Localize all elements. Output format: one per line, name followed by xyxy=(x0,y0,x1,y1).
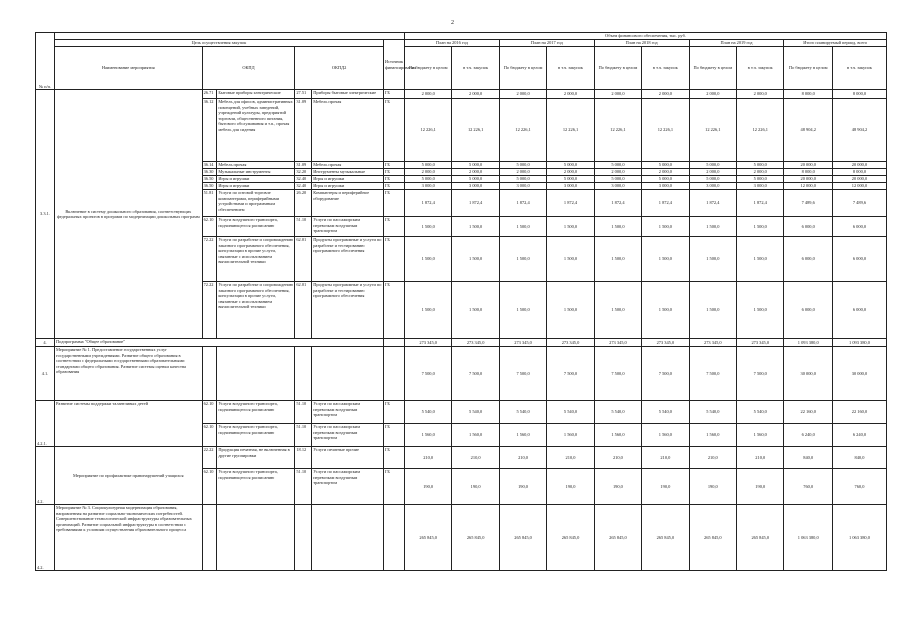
value-cell: 1 500,0 xyxy=(689,282,736,339)
value-cell: 2 000,0 xyxy=(689,90,736,99)
okpd-code: 72.22 xyxy=(202,282,217,339)
okpd-name: Мебель прочая xyxy=(217,162,295,169)
value-cell: 1 500,0 xyxy=(499,217,546,237)
value-cell: 6 240,0 xyxy=(784,424,833,447)
value-cell: 2 000,0 xyxy=(594,90,641,99)
value-cell: 265 845,0 xyxy=(642,505,689,571)
value-cell: 3 000,0 xyxy=(452,183,499,190)
header-period-total: Итого планируемый период, всего xyxy=(784,40,887,47)
empty-cell xyxy=(295,505,312,571)
value-cell: 30 000,0 xyxy=(784,347,833,401)
row-number: 4.2. xyxy=(36,447,55,505)
okpd2-code: 31.09 xyxy=(295,99,312,162)
value-cell: 6 000,0 xyxy=(784,237,833,282)
value-cell: 1 560,0 xyxy=(499,424,546,447)
value-cell: 20 000,0 xyxy=(784,162,833,169)
value-cell: 5 000,0 xyxy=(642,162,689,169)
okpd-name: Продукция печатная, не включенная в другие группировки xyxy=(217,447,295,469)
source-cell: ГБ xyxy=(383,169,404,176)
value-cell: 2 000,0 xyxy=(642,90,689,99)
group-3-3-1 xyxy=(36,90,887,339)
okpd-name: Услуги воздушного транспорта, подчиняющегося расписанию xyxy=(217,217,295,237)
value-cell: 190,0 xyxy=(642,469,689,505)
value-cell: 1 500,0 xyxy=(404,282,451,339)
value-cell: 6 000,0 xyxy=(832,282,886,339)
source-cell: ГБ xyxy=(383,183,404,190)
value-cell: 1 500,0 xyxy=(737,237,784,282)
value-cell: 2 000,0 xyxy=(642,169,689,176)
table-row xyxy=(36,339,887,347)
value-cell: 5 000,0 xyxy=(499,176,546,183)
value-cell: 12 226,1 xyxy=(547,99,594,162)
value-cell: 12 226,1 xyxy=(594,99,641,162)
okpd2-name: Мебель прочая xyxy=(312,162,384,169)
value-cell: 22 160,0 xyxy=(832,401,886,424)
value-cell: 1 500,0 xyxy=(452,282,499,339)
okpd-code: 36.14 xyxy=(202,162,217,169)
okpd2-code: 32.40 xyxy=(295,183,312,190)
header-period-2019: План на 2019 год xyxy=(689,40,784,47)
value-cell: 8 000,0 xyxy=(784,90,833,99)
value-cell: 30 000,0 xyxy=(832,347,886,401)
header-row-sub: Наименование мероприятия ОКПД ОКПД2 По бюджету в целом в т.ч. закупок По бюджету в целом в т.ч. закупок По бюджету в целом в т.ч. закупок По бюджету в целом в т.ч. закупок По бюджету в целом в т.ч. закупок xyxy=(36,47,887,90)
value-cell: 12 000,0 xyxy=(832,183,886,190)
source-cell: ГБ xyxy=(383,447,404,469)
value-cell: 7 500,0 xyxy=(689,347,736,401)
okpd-name: Услуги по разработке и сопровождению заказного программного обеспечения, консультации в прочие услуги, связанные с использованием вычислительной техники xyxy=(217,237,295,282)
value-cell: 2 000,0 xyxy=(452,169,499,176)
source-cell: ГБ xyxy=(383,176,404,183)
row-number: 4.1. xyxy=(36,347,55,401)
value-cell: 12 226,1 xyxy=(499,99,546,162)
okpd-code: 36.50 xyxy=(202,176,217,183)
value-cell: 1 872,4 xyxy=(452,190,499,217)
value-cell: 5 540,0 xyxy=(737,401,784,424)
okpd-name: Услуги воздушного транспорта, подчиняющегося расписанию xyxy=(217,469,295,505)
value-cell: 20 000,0 xyxy=(832,176,886,183)
value-cell: 5 000,0 xyxy=(547,176,594,183)
value-cell: 2 000,0 xyxy=(499,169,546,176)
value-cell: 12 226,1 xyxy=(689,99,736,162)
value-cell: 5 000,0 xyxy=(499,162,546,169)
value-cell: 7 500,0 xyxy=(452,347,499,401)
value-cell: 1 500,0 xyxy=(547,217,594,237)
okpd2-name: Услуги печатные прочие xyxy=(312,447,384,469)
table-row xyxy=(36,447,887,469)
value-cell: 12 226,1 xyxy=(737,99,784,162)
value-cell: 20 000,0 xyxy=(784,176,833,183)
value-cell: 3 000,0 xyxy=(404,183,451,190)
value-cell: 190,0 xyxy=(499,469,546,505)
value-cell: 1 500,0 xyxy=(404,237,451,282)
value-cell: 5 540,0 xyxy=(642,401,689,424)
okpd2-name: Приборы бытовые электрические xyxy=(312,90,384,99)
value-cell: 210,0 xyxy=(689,447,736,469)
value-cell: 5 000,0 xyxy=(689,176,736,183)
source-cell: ГБ xyxy=(383,401,404,424)
row-number: 3.3.1. xyxy=(36,90,55,339)
value-cell: 1 500,0 xyxy=(594,237,641,282)
okpd-code: 26.71 xyxy=(202,90,217,99)
okpd-name: Услуги воздушного транспорта, подчиняющегося расписанию xyxy=(217,401,295,424)
okpd-code: 62.10 xyxy=(202,217,217,237)
table-row xyxy=(36,505,887,571)
source-cell: ГБ xyxy=(383,282,404,339)
header-name: Наименование мероприятия xyxy=(54,47,202,90)
value-cell: 7 500,0 xyxy=(642,347,689,401)
source-cell: ГБ xyxy=(383,190,404,217)
row-number: 4.2.1. xyxy=(36,401,55,447)
source-cell: ГБ xyxy=(383,217,404,237)
okpd2-name: Игры и игрушки xyxy=(312,176,384,183)
value-cell: 1 500,0 xyxy=(594,282,641,339)
okpd-code: 62.10 xyxy=(202,424,217,447)
okpd2-code: 32.40 xyxy=(295,176,312,183)
value-cell: 1 560,0 xyxy=(547,424,594,447)
measure-name: Мероприятие № 1. Предоставление государственных услуг государственными учреждениями. Развитие общего образования в соответствии с федеральными государственными образовательными стандартами общего образования. Развитие системы оценки качества образования xyxy=(54,347,202,401)
header-period-2016: План на 2016 год xyxy=(404,40,499,47)
value-cell: 7 500,0 xyxy=(499,347,546,401)
value-cell: 1 500,0 xyxy=(547,237,594,282)
okpd2-name: Услуги по пассажирским перевозкам воздушным транспортом xyxy=(312,424,384,447)
okpd-name: Бытовые приборы электрические xyxy=(217,90,295,99)
source-cell: ГБ xyxy=(383,469,404,505)
value-cell: 1 872,4 xyxy=(642,190,689,217)
value-cell: 5 000,0 xyxy=(737,176,784,183)
value-cell: 5 540,0 xyxy=(404,401,451,424)
value-cell: 2 000,0 xyxy=(404,90,451,99)
value-cell: 7 500,0 xyxy=(547,347,594,401)
okpd2-name: Услуги по пассажирским перевозкам воздушным транспортом xyxy=(312,217,384,237)
value-cell: 1 500,0 xyxy=(594,217,641,237)
value-cell: 265 845,0 xyxy=(737,505,784,571)
value-cell: 7 500,0 xyxy=(404,347,451,401)
value-cell: 273 345,0 xyxy=(547,339,594,347)
page-number: 2 xyxy=(451,20,454,26)
value-cell: 1 500,0 xyxy=(547,282,594,339)
value-cell: 1 560,0 xyxy=(642,424,689,447)
measure-name: Мероприятие № 3. Социокультурная модернизация образования, направленная на развитие социально-экономических потребностей. Совершенствование технологической инфраструктуры образовательных организаций. Развитие социальной инфраструктуры в соответствии с требованиями к условиям осуществления образовательного процесса xyxy=(54,505,202,571)
value-cell: 1 560,0 xyxy=(404,424,451,447)
value-cell: 1 500,0 xyxy=(499,237,546,282)
empty-cell xyxy=(217,505,295,571)
okpd-name: Мебель для офисов, административных помещений, учебных заведений, учреждений культуры, предприятий торговли, общественного питания, бытового обслуживания и т.п., прочая мебель для сидения xyxy=(217,99,295,162)
okpd2-code: 62.01 xyxy=(295,282,312,339)
header-source: Источник финансирования xyxy=(383,40,404,90)
okpd2-name: Услуги по пассажирским перевозкам воздушным транспортом xyxy=(312,401,384,424)
table-row xyxy=(36,347,887,401)
value-cell: 273 345,0 xyxy=(642,339,689,347)
value-cell: 7 500,0 xyxy=(594,347,641,401)
value-cell: 1 500,0 xyxy=(452,217,499,237)
value-cell: 1 500,0 xyxy=(499,282,546,339)
value-cell: 5 000,0 xyxy=(642,176,689,183)
value-cell: 265 845,0 xyxy=(452,505,499,571)
okpd2-code: 26.20 xyxy=(295,190,312,217)
empty-cell xyxy=(202,347,217,401)
value-cell: 6 000,0 xyxy=(832,237,886,282)
value-cell: 1 560,0 xyxy=(689,424,736,447)
okpd-code: 22.22 xyxy=(202,447,217,469)
value-cell: 265 845,0 xyxy=(404,505,451,571)
value-cell: 2 000,0 xyxy=(547,90,594,99)
value-cell: 2 000,0 xyxy=(499,90,546,99)
value-cell: 1 500,0 xyxy=(642,282,689,339)
value-cell: 5 000,0 xyxy=(737,162,784,169)
row-number: 4. xyxy=(36,339,55,347)
value-cell: 3 000,0 xyxy=(594,183,641,190)
value-cell: 12 226,1 xyxy=(642,99,689,162)
value-cell: 190,0 xyxy=(547,469,594,505)
value-cell: 1 872,4 xyxy=(499,190,546,217)
okpd-name: Игры и игрушки xyxy=(217,183,295,190)
procurement-plan-table xyxy=(35,32,887,571)
value-cell: 1 063 380,0 xyxy=(832,505,886,571)
value-cell: 190,0 xyxy=(404,469,451,505)
okpd2-code: 31.09 xyxy=(295,162,312,169)
okpd-name: Музыкальные инструменты xyxy=(217,169,295,176)
value-cell: 5 000,0 xyxy=(594,176,641,183)
measure-name: Включение в систему дошкольного образования, соответствующих федеральных проектов в программ по модернизации дошкольных программ xyxy=(54,90,202,339)
value-cell: 210,0 xyxy=(642,447,689,469)
value-cell: 2 000,0 xyxy=(404,169,451,176)
value-cell: 210,0 xyxy=(547,447,594,469)
value-cell: 22 160,0 xyxy=(784,401,833,424)
value-cell: 20 000,0 xyxy=(832,162,886,169)
value-cell: 273 345,0 xyxy=(452,339,499,347)
okpd2-code: 51.10 xyxy=(295,469,312,505)
empty-cell xyxy=(383,347,404,401)
value-cell: 5 000,0 xyxy=(594,162,641,169)
header-okpd2: ОКПД2 xyxy=(295,47,384,90)
okpd2-name: Инструменты музыкальные xyxy=(312,169,384,176)
header-period-2018: План на 2018 год xyxy=(594,40,689,47)
value-cell: 1 093 380,0 xyxy=(832,339,886,347)
value-cell: 1 872,4 xyxy=(547,190,594,217)
row-number: 4.2. xyxy=(36,505,55,571)
value-cell: 1 872,4 xyxy=(737,190,784,217)
value-cell: 265 845,0 xyxy=(499,505,546,571)
value-cell: 12 226,1 xyxy=(452,99,499,162)
value-cell: 12 000,0 xyxy=(784,183,833,190)
value-cell: 1 872,4 xyxy=(594,190,641,217)
okpd2-name: Продукты программные и услуги по разработке и тестированию программного обеспечения xyxy=(312,282,384,339)
okpd-code: 62.10 xyxy=(202,401,217,424)
source-cell: ГБ xyxy=(383,162,404,169)
okpd-code: 36.12 xyxy=(202,99,217,162)
value-cell: 760,0 xyxy=(832,469,886,505)
value-cell: 190,0 xyxy=(737,469,784,505)
value-cell: 1 093 380,0 xyxy=(784,339,833,347)
value-cell: 190,0 xyxy=(689,469,736,505)
value-cell: 48 904,2 xyxy=(832,99,886,162)
okpd2-code: 27.51 xyxy=(295,90,312,99)
okpd-name: Услуги по разработке и сопровождению заказного программного обеспечения, консультации в прочие услуги, связанные с использованием вычислительной техники xyxy=(217,282,295,339)
value-cell: 5 000,0 xyxy=(404,162,451,169)
value-cell: 2 000,0 xyxy=(547,169,594,176)
source-cell: ГБ xyxy=(383,90,404,99)
value-cell: 5 000,0 xyxy=(547,162,594,169)
value-cell: 6 000,0 xyxy=(832,217,886,237)
measure-name: Развитие системы поддержки талантливых детей xyxy=(54,401,202,447)
value-cell: 5 540,0 xyxy=(547,401,594,424)
okpd2-code: 51.10 xyxy=(295,424,312,447)
value-cell: 210,0 xyxy=(737,447,784,469)
source-cell xyxy=(383,339,404,347)
value-cell: 1 500,0 xyxy=(737,217,784,237)
value-cell: 2 000,0 xyxy=(737,169,784,176)
value-cell: 273 345,0 xyxy=(404,339,451,347)
empty-cell xyxy=(383,505,404,571)
okpd2-name: Мебель прочая xyxy=(312,99,384,162)
value-cell: 48 904,2 xyxy=(784,99,833,162)
source-cell: ГБ xyxy=(383,237,404,282)
value-cell: 6 240,0 xyxy=(832,424,886,447)
value-cell: 1 560,0 xyxy=(452,424,499,447)
value-cell: 5 540,0 xyxy=(594,401,641,424)
value-cell: 1 500,0 xyxy=(404,217,451,237)
value-cell: 840,0 xyxy=(784,447,833,469)
value-cell: 3 000,0 xyxy=(642,183,689,190)
value-cell: 5 540,0 xyxy=(452,401,499,424)
value-cell: 265 845,0 xyxy=(594,505,641,571)
okpd-name: Услуги воздушного транспорта, подчиняющегося расписанию xyxy=(217,424,295,447)
value-cell: 3 000,0 xyxy=(689,183,736,190)
group-4 xyxy=(36,339,887,571)
header-goal: Цель осуществления закупок xyxy=(54,40,383,47)
value-cell: 273 345,0 xyxy=(499,339,546,347)
value-cell: 1 560,0 xyxy=(737,424,784,447)
value-cell: 5 000,0 xyxy=(689,162,736,169)
value-cell: 7 489,6 xyxy=(832,190,886,217)
value-cell: 1 500,0 xyxy=(642,217,689,237)
header-period-2017: План на 2017 год xyxy=(499,40,594,47)
value-cell: 2 000,0 xyxy=(452,90,499,99)
value-cell: 3 000,0 xyxy=(737,183,784,190)
value-cell: 1 500,0 xyxy=(689,217,736,237)
value-cell: 273 345,0 xyxy=(689,339,736,347)
okpd2-name: Услуги по пассажирским перевозкам воздушным транспортом xyxy=(312,469,384,505)
okpd2-name: Игры и игрушки xyxy=(312,183,384,190)
value-cell: 7 489,6 xyxy=(784,190,833,217)
value-cell: 6 000,0 xyxy=(784,282,833,339)
okpd-code: 72.22 xyxy=(202,237,217,282)
okpd-name: Игры и игрушки xyxy=(217,176,295,183)
header-row-volume xyxy=(36,33,887,40)
value-cell: 1 560,0 xyxy=(594,424,641,447)
value-cell: 2 000,0 xyxy=(594,169,641,176)
okpd-code: 36.30 xyxy=(202,169,217,176)
value-cell: 1 500,0 xyxy=(737,282,784,339)
source-cell: ГБ xyxy=(383,424,404,447)
value-cell: 1 500,0 xyxy=(642,237,689,282)
value-cell: 2 000,0 xyxy=(689,169,736,176)
value-cell: 12 226,1 xyxy=(404,99,451,162)
value-cell: 5 540,0 xyxy=(499,401,546,424)
header-okpd: ОКПД xyxy=(202,47,295,90)
okpd2-code: 51.10 xyxy=(295,217,312,237)
value-cell: 1 872,4 xyxy=(689,190,736,217)
empty-cell xyxy=(312,347,384,401)
header-row-periods xyxy=(36,40,887,47)
value-cell: 760,0 xyxy=(784,469,833,505)
value-cell: 5 540,0 xyxy=(689,401,736,424)
value-cell: 273 345,0 xyxy=(594,339,641,347)
value-cell: 5 000,0 xyxy=(404,176,451,183)
okpd2-code: 51.10 xyxy=(295,401,312,424)
value-cell: 1 063 380,0 xyxy=(784,505,833,571)
okpd2-name: Продукты программные и услуги по разработке и тестированию программного обеспечения xyxy=(312,237,384,282)
value-cell: 7 500,0 xyxy=(737,347,784,401)
value-cell: 8 000,0 xyxy=(832,169,886,176)
okpd-code: 62.10 xyxy=(202,469,217,505)
table-row xyxy=(36,90,887,99)
okpd-code: 51.81 xyxy=(202,190,217,217)
source-cell: ГБ xyxy=(383,99,404,162)
value-cell: 265 845,0 xyxy=(547,505,594,571)
value-cell: 2 000,0 xyxy=(737,90,784,99)
value-cell: 210,0 xyxy=(594,447,641,469)
value-cell: 5 000,0 xyxy=(452,176,499,183)
value-cell: 210,0 xyxy=(404,447,451,469)
value-cell: 1 500,0 xyxy=(452,237,499,282)
header-no: № п/п. xyxy=(36,33,55,90)
value-cell: 1 500,0 xyxy=(689,237,736,282)
value-cell: 190,0 xyxy=(594,469,641,505)
value-cell: 210,0 xyxy=(499,447,546,469)
value-cell: 3 000,0 xyxy=(499,183,546,190)
okpd2-name: Компьютеры и периферийное оборудование xyxy=(312,190,384,217)
okpd2-code: 18.12 xyxy=(295,447,312,469)
table-row xyxy=(36,401,887,424)
okpd-code: 36.50 xyxy=(202,183,217,190)
value-cell: 265 845,0 xyxy=(689,505,736,571)
value-cell: 8 000,0 xyxy=(784,169,833,176)
value-cell: 6 000,0 xyxy=(784,217,833,237)
value-cell: 3 000,0 xyxy=(547,183,594,190)
value-cell: 190,0 xyxy=(452,469,499,505)
measure-name: Мероприятие по профилактике правонарушений учащихся xyxy=(54,447,202,505)
okpd2-code: 32.20 xyxy=(295,169,312,176)
empty-cell xyxy=(217,347,295,401)
empty-cell xyxy=(312,505,384,571)
header-volume-title: Объем финансового обеспечения, тыс. руб. xyxy=(404,33,886,40)
okpd2-code: 62.01 xyxy=(295,237,312,282)
empty-cell xyxy=(202,505,217,571)
value-cell: 8 000,0 xyxy=(832,90,886,99)
empty-cell xyxy=(295,347,312,401)
value-cell: 210,0 xyxy=(452,447,499,469)
value-cell: 273 345,0 xyxy=(737,339,784,347)
value-cell: 5 000,0 xyxy=(452,162,499,169)
value-cell: 840,0 xyxy=(832,447,886,469)
subprogram-title: Подпрограмма "Общее образование" xyxy=(54,339,383,347)
value-cell: 1 872,4 xyxy=(404,190,451,217)
okpd-name: Услуги по оптовой торговле компьютерами, периферийными устройствами и программным обеспечением xyxy=(217,190,295,217)
